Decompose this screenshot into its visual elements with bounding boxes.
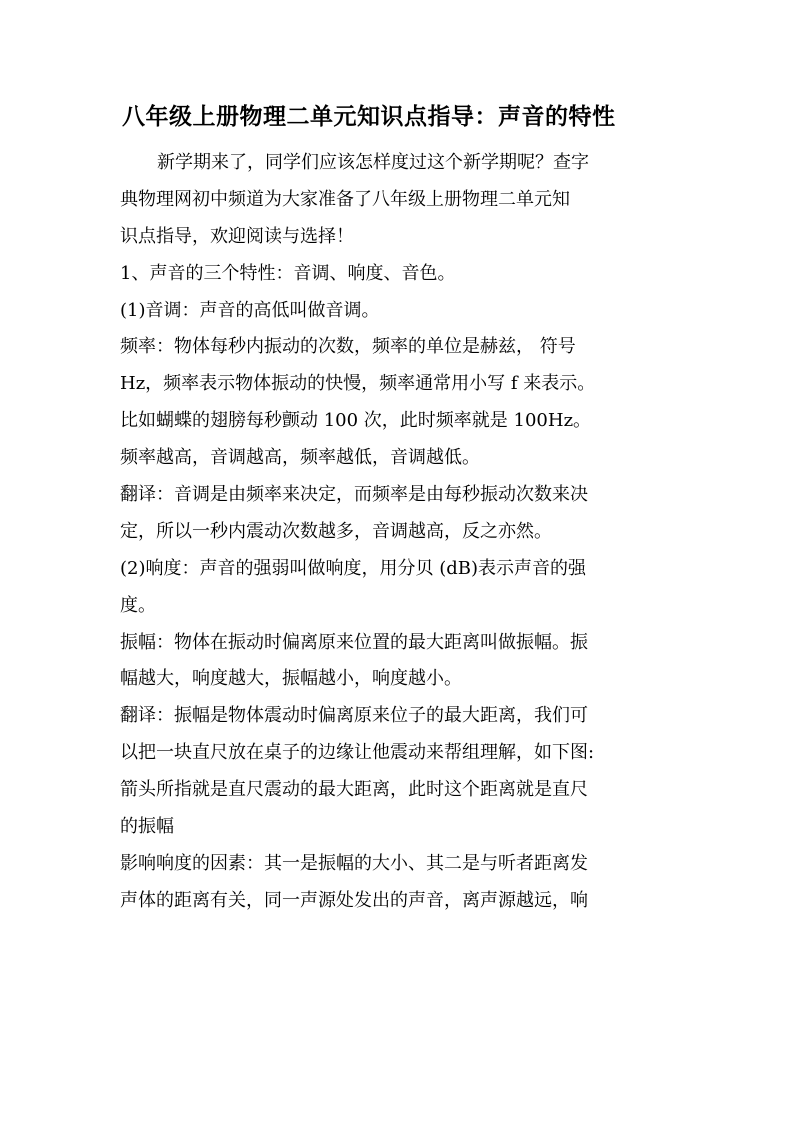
paragraph-line: 频率越高，音调越高，频率越低，音调越低。	[120, 447, 480, 469]
paragraph-line: 典物理网初中频道为大家准备了八年级上册物理二单元知	[120, 188, 570, 210]
paragraph-line: 识点指导，欢迎阅读与选择！	[120, 225, 354, 247]
paragraph-line: 声体的距离有关，同一声源处发出的声音，离声源越远，响	[120, 889, 588, 911]
paragraph-line: (2)响度：声音的强弱叫做响度，用分贝 (dB)表示声音的强	[120, 557, 587, 579]
paragraph-line: 箭头所指就是直尺震动的最大距离，此时这个距离就是直尺	[120, 779, 588, 801]
paragraph-line: 比如蝴蝶的翅膀每秒颤动 100 次，此时频率就是 100Hz。	[120, 410, 592, 432]
page-title: 八年级上册物理二单元知识点指导：声音的特性	[122, 103, 616, 130]
paragraph-line: 1、声音的三个特性：音调、响度、音色。	[120, 262, 456, 284]
paragraph-line: 频率：物体每秒内振动的次数，频率的单位是赫兹， 符号	[120, 336, 576, 358]
paragraph-line: Hz，频率表示物体振动的快慢，频率通常用小写 f 来表示。	[120, 373, 596, 395]
paragraph-line: 定，所以一秒内震动次数越多，音调越高，反之亦然。	[120, 520, 552, 542]
paragraph-line: 的振幅	[120, 816, 174, 838]
paragraph-line: 度。	[120, 594, 156, 616]
paragraph-line: 影响响度的因素：其一是振幅的大小、其二是与听者距离发	[120, 852, 588, 874]
paragraph-line: 翻译：振幅是物体震动时偏离原来位子的最大距离，我们可	[120, 705, 588, 727]
paragraph-line: 振幅：物体在振动时偏离原来位置的最大距离叫做振幅。振	[120, 631, 588, 653]
paragraph-line: 幅越大，响度越大，振幅越小，响度越小。	[120, 668, 462, 690]
paragraph-line: (1)音调：声音的高低叫做音调。	[120, 299, 380, 321]
paragraph-line: 新学期来了，同学们应该怎样度过这个新学期呢？查字	[157, 152, 589, 173]
document-body	[120, 145, 690, 920]
paragraph-line: 翻译：音调是由频率来决定，而频率是由每秒振动次数来决	[120, 484, 588, 506]
paragraph-line: 以把一块直尺放在桌子的边缘让他震动来帮组理解，如下图:	[120, 742, 595, 764]
